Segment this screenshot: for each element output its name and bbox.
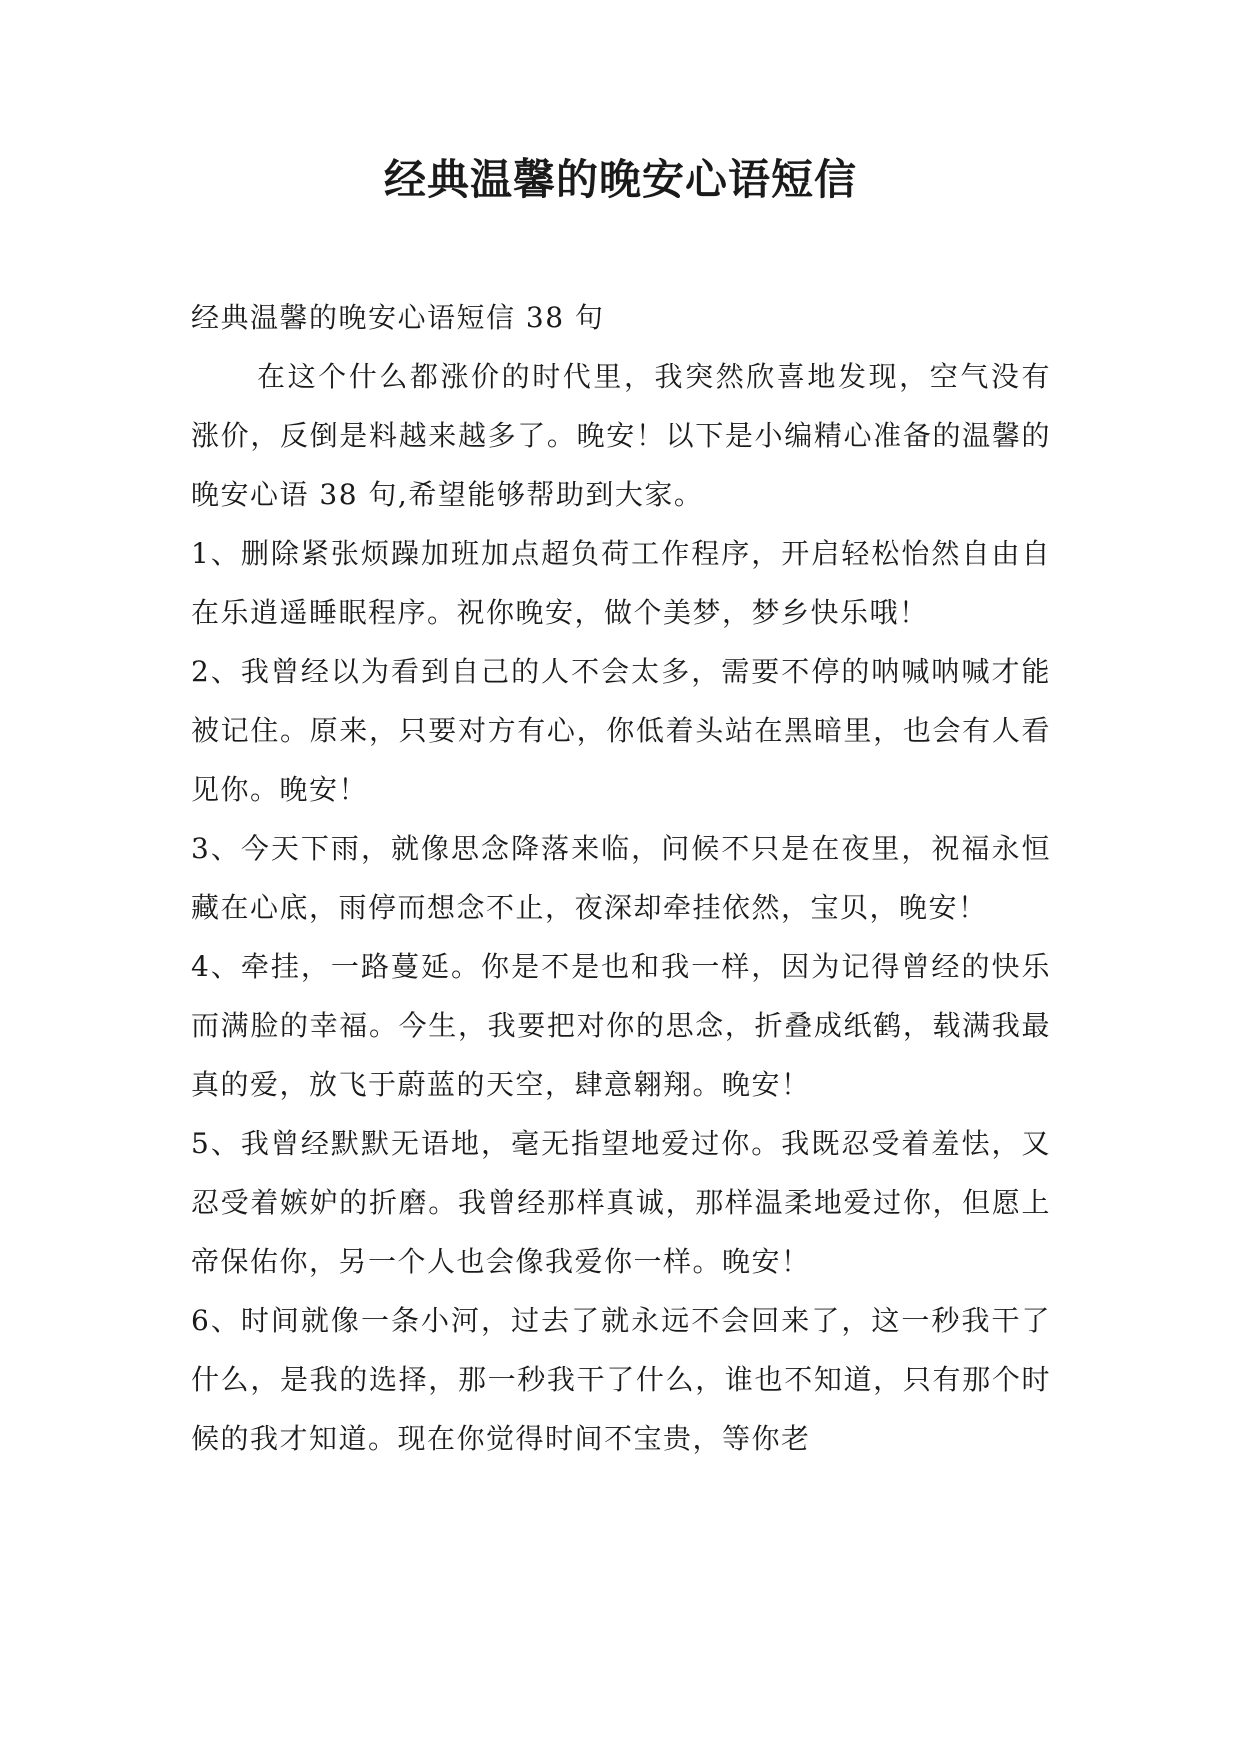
list-item: 3、今天下雨，就像思念降落来临，问候不只是在夜里，祝福永恒藏在心底，雨停而想念不止，夜深却牵挂依然，宝贝，晚安！ xyxy=(191,832,1051,924)
list-item: 4、牵挂，一路蔓延。你是不是也和我一样，因为记得曾经的快乐而满脸的幸福。今生，我要把对你的思念，折叠成纸鹤，载满我最真的爱，放飞于蔚蓝的天空，肆意翱翔。晚安！ xyxy=(191,950,1051,1101)
list-item: 2、我曾经以为看到自己的人不会太多，需要不停的呐喊呐喊才能被记住。原来，只要对方有心，你低着头站在黑暗里，也会有人看见你。晚安！ xyxy=(191,655,1051,806)
document-title: 经典温馨的晚安心语短信 xyxy=(383,155,857,204)
list-item: 1、删除紧张烦躁加班加点超负荷工作程序，开启轻松怡然自由自在乐逍遥睡眠程序。祝你晚安，做个美梦，梦乡快乐哦！ xyxy=(191,537,1051,629)
list-item: 6、时间就像一条小河，过去了就永远不会回来了，这一秒我干了什么，是我的选择，那一秒我干了什么，谁也不知道，只有那个时候的我才知道。现在你觉得时间不宝贵，等你老 xyxy=(191,1304,1051,1455)
document-subtitle: 经典温馨的晚安心语短信 38 句 xyxy=(191,301,605,334)
list-item: 5、我曾经默默无语地，毫无指望地爱过你。我既忍受着羞怯，又忍受着嫉妒的折磨。我曾经那样真诚，那样温柔地爱过你，但愿上帝保佑你，另一个人也会像我爱你一样。晚安！ xyxy=(191,1127,1051,1278)
intro-paragraph: 在这个什么都涨价的时代里，我突然欣喜地发现，空气没有涨价，反倒是料越来越多了。晚安！以下是小编精心准备的温馨的晚安心语 38 句,希望能够帮助到大家。 xyxy=(191,360,1051,511)
document-body xyxy=(191,288,1051,1468)
